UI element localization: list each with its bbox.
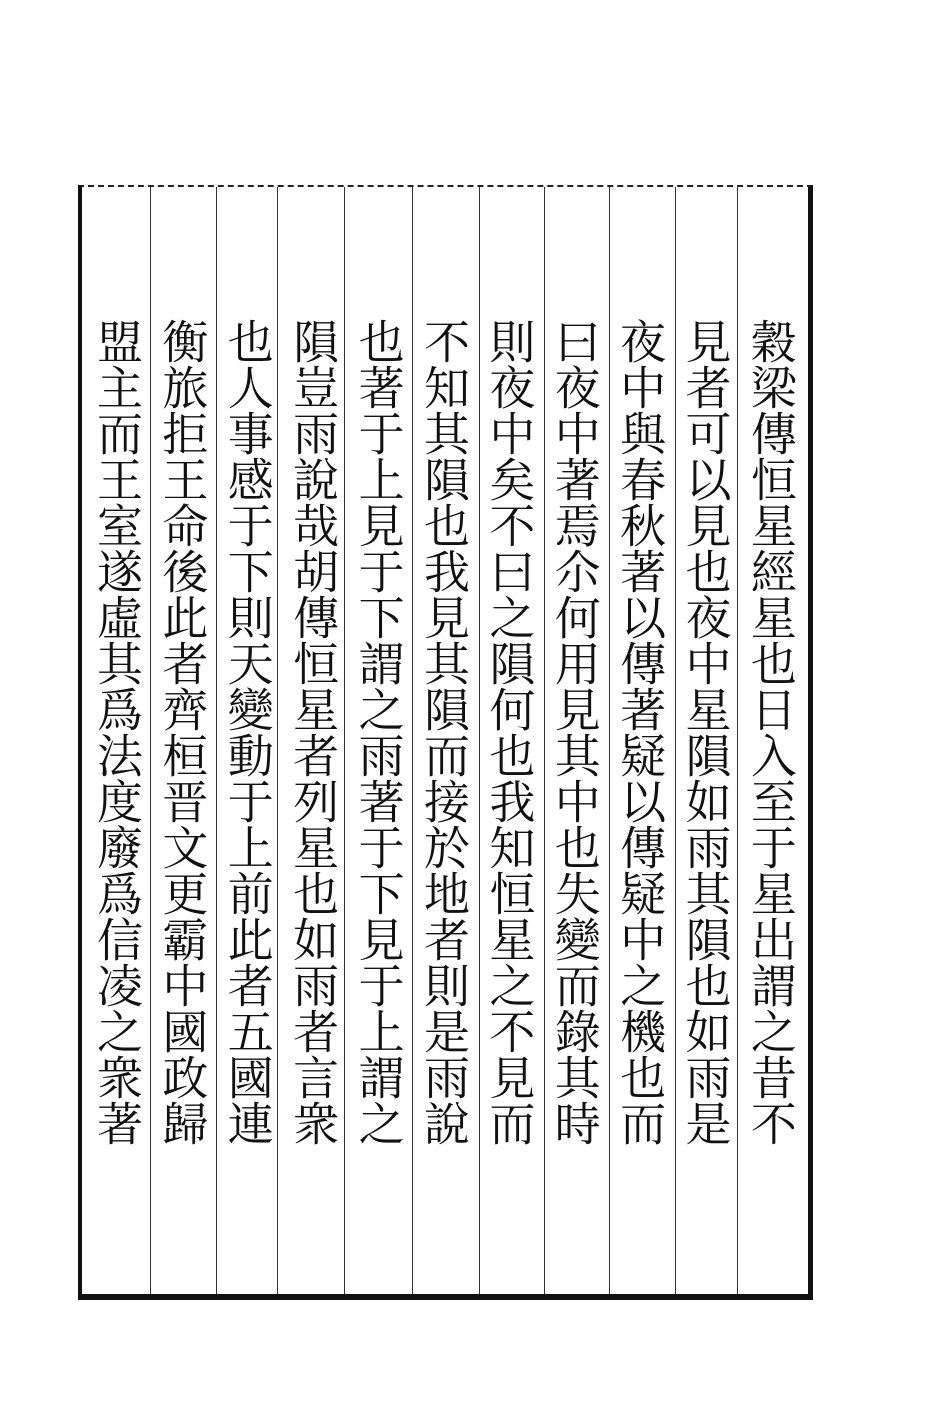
text-column-9: 也人事感于下則天變動于上前此者五國連 (220, 318, 275, 1146)
text-column-3: 夜中與春秋著以傳著疑以傳疑中之機也而 (613, 318, 668, 1146)
vertical-text-body (88, 318, 798, 1298)
text-column-7: 也著于上見于下謂之雨著于下見于上謂之 (351, 318, 406, 1146)
text-column-1: 穀梁傳恒星經星也日入至于星出謂之昔不 (743, 318, 798, 1146)
text-column-4: 曰夜中著焉尒何用見其中也失變而錄其時 (547, 318, 602, 1146)
text-column-5: 則夜中矣不曰之隕何也我知恒星之不見而 (482, 318, 537, 1146)
text-column-2: 見者可以見也夜中星隕如雨其隕也如雨是 (678, 318, 733, 1146)
text-column-6: 不知其隕也我見其隕而接於地者則是雨說 (416, 318, 471, 1146)
text-column-8: 隕豈雨說哉胡傳恒星者列星也如雨者言衆 (286, 318, 341, 1146)
text-column-10: 衡旅拒王命後此者齊桓晋文更霸中國政歸 (155, 318, 210, 1146)
text-column-11: 盟主而王室遂虛其爲法度廢爲信凌之衆著 (90, 318, 144, 1146)
